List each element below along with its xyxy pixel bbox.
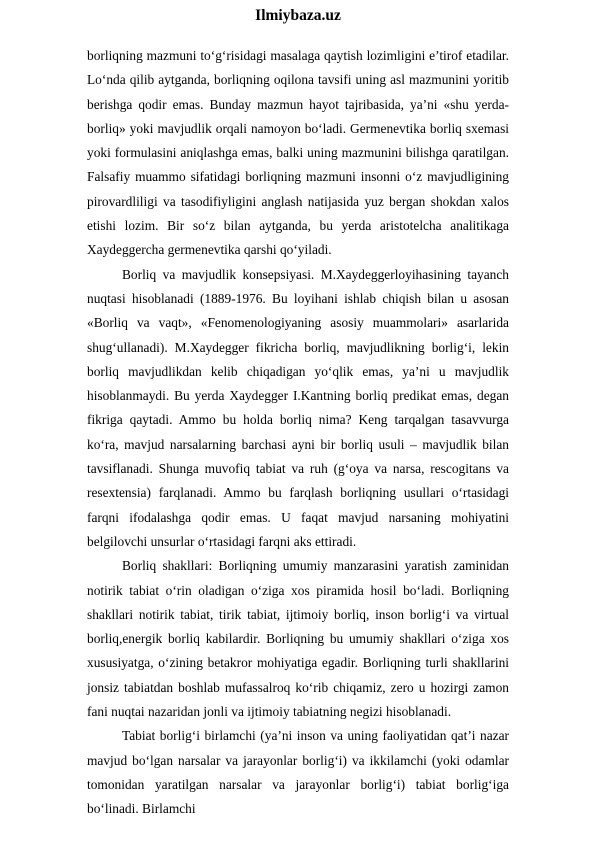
site-header: Ilmiybaza.uz [255,7,341,24]
paragraph-3: Borliq shakllari: Borliqning umumiy manzarasini yaratish zaminidan notirik tabiat o‘rin oladigan o‘ziga xos piramida hosil bo‘ladi. Borliqning shakllari notirik tabiat, tirik tabiat, ijtimoiy borliq, inson borlig‘i va virtual borliq,energik borliq kabilardir. Borliqning bu umumiy shakllari o‘ziga xos xususiyatga, o‘zining betakror mohiyatiga egadir. Borliqning turli shakllarini jonsiz tabiatdan boshlab mufassalroq ko‘rib chiqamiz, zero u hozirgi zamon fani nuqtai nazaridan jonli va ijtimoiy tabiatning negizi hisoblanadi. [87,558,509,720]
paragraph-1: borliqning mazmuni to‘g‘risidagi masalaga qaytish lozimligini e’tirof etadilar. Lo‘nda qilib aytganda, borliqning oqilona tavsifi uning asl mazmunini yoritib berishga qodir emas. Bunday mazmun hayot tajribasida, ya’ni «shu yerda-borliq» yoki mavjudlik orqali namoyon bo‘ladi. Germenevtika borliq sxemasi yoki formulasini aniqlashga emas, balki uning mazmunini bilishga qaratilgan. Falsafiy muammo sifatidagi borliqning mazmuni insonni o‘z mavjudligining pirovardliligi va tasodifiyligini anglash natijasida yuz bergan shokdan xalos etishi lozim. Bir so‘z bilan aytganda, bu yerda aristotelcha analitikaga Xaydeggercha germenevtika qarshi qo‘yiladi. [87,48,509,258]
paragraph-4: Tabiat borlig‘i birlamchi (ya’ni inson va uning faoliyatidan qat’i nazar mavjud bo‘lgan narsalar va jarayonlar borlig‘i) va ikkilamchi (yoki odamlar tomonidan yaratilgan narsalar va jarayonlar borlig‘i) tabiat borlig‘iga bo‘linadi. Birlamchi [87,728,509,817]
paragraph-2: Borliq va mavjudlik konsepsiyasi. M.Xaydeggerloyihasining tayanch nuqtasi hisoblanadi (1889-1976. Bu loyihani ishlab chiqish bilan u asosan «Borliq va vaqt», «Fenomenologiyaning asosiy muammolari» asarlarida shug‘ullanadi). M.Xaydegger fikricha borliq, mavjudlikning borlig‘i, lekin borliq mavjudlikdan kelib chiqadigan yo‘qlik emas, ya’ni u mavjudlik hisoblanmaydi. Bu yerda Xaydegger I.Kantning borliq predikat emas, degan fikriga qaytadi. Ammo bu holda borliq nima? Keng tarqalgan tasavvurga ko‘ra, mavjud narsalarning barchasi ayni bir borliq usuli – mavjudlik bilan tavsiflanadi. Shunga muvofiq tabiat va ruh (g‘oya va narsa, rescogitans va resextensia) farqlanadi. Ammo bu farqlash borliqning usullari o‘rtasidagi farqni ifodalashga qodir emas. U faqat mavjud narsaning mohiyatini belgilovchi unsurlar o‘rtasidagi farqni aks ettiradi. [87,266,509,549]
document-body [87,44,509,822]
